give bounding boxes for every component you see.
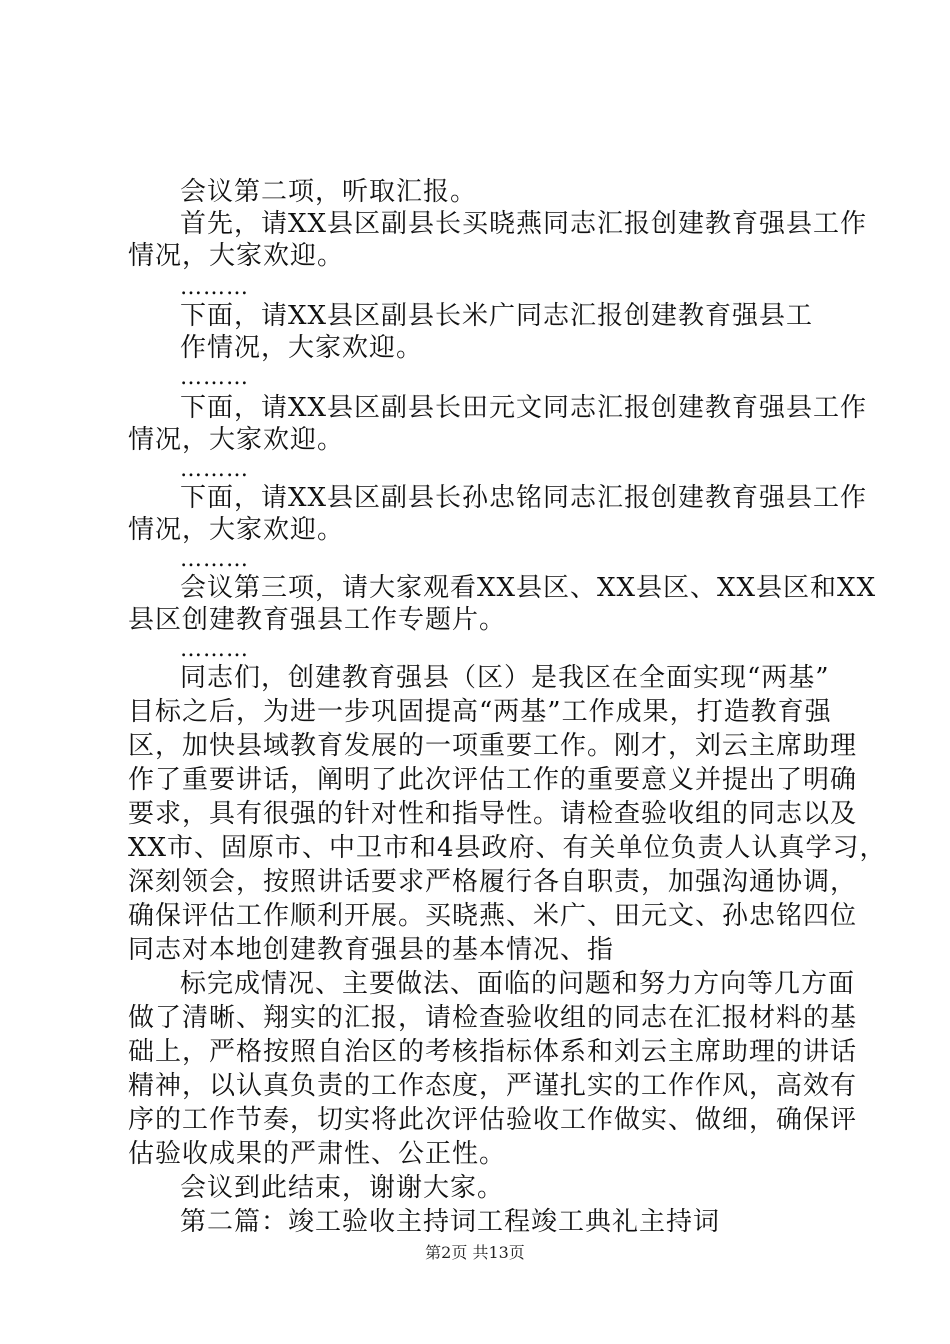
text-line: 础上，严格按照自治区的考核指标体系和刘云主席助理的讲话	[128, 1037, 858, 1067]
text-line: 序的工作节奏，切实将此次评估验收工作做实、做细，确保评	[128, 1105, 858, 1135]
text-line: 会议到此结束，谢谢大家。	[180, 1173, 505, 1203]
text-line: 目标之后，为进一步巩固提高“两基”工作成果，打造教育强	[128, 697, 832, 727]
text-line: 作情况，大家欢迎。	[180, 333, 424, 363]
section-heading: 第二篇：竣工验收主持词工程竣工典礼主持词	[180, 1207, 721, 1237]
text-line: 估验收成果的严肃性、公正性。	[128, 1139, 507, 1169]
text-line: 下面，请XX县区副县长田元文同志汇报创建教育强县工作	[180, 393, 868, 423]
text-line: 确保评估工作顺利开展。买晓燕、米广、田元文、孙忠铭四位	[128, 901, 858, 931]
text-line: 县区创建教育强县工作专题片。	[128, 605, 507, 635]
text-line: 深刻领会，按照讲话要求严格履行各自职责，加强沟通协调，	[128, 867, 858, 897]
ellipsis-line: ………	[180, 457, 249, 482]
text-line: 精神，以认真负责的工作态度，严谨扎实的工作作风，高效有	[128, 1071, 858, 1101]
text-line: 会议第三项，请大家观看XX县区、XX县区、XX县区和XX	[180, 573, 877, 603]
text-line: 作了重要讲话，阐明了此次评估工作的重要意义并提出了明确	[128, 765, 858, 795]
text-line: 情况，大家欢迎。	[128, 241, 345, 271]
text-line: 下面，请XX县区副县长米广同志汇报创建教育强县工	[180, 301, 814, 331]
text-line: 要求，具有很强的针对性和指导性。请检查验收组的同志以及	[128, 799, 858, 829]
text-line: XX市、固原市、中卫市和4县政府、有关单位负责人认真学习，	[128, 833, 887, 863]
text-line: 做了清晰、翔实的汇报，请检查验收组的同志在汇报材料的基	[128, 1003, 858, 1033]
text-line: 同志对本地创建教育强县的基本情况、指	[128, 935, 615, 965]
text-line: 标完成情况、主要做法、面临的问题和努力方向等几方面	[180, 969, 856, 999]
text-line: 同志们，创建教育强县（区）是我区在全面实现“两基”	[180, 663, 830, 693]
ellipsis-line: ………	[180, 275, 249, 300]
text-line: 情况，大家欢迎。	[128, 425, 345, 455]
text-line: 情况，大家欢迎。	[128, 515, 345, 545]
ellipsis-line: ………	[180, 365, 249, 390]
text-line: 首先，请XX县区副县长买晓燕同志汇报创建教育强县工作	[180, 209, 868, 239]
text-line: 会议第二项，听取汇报。	[180, 177, 478, 207]
page-number-footer: 第2页 共13页	[425, 1243, 525, 1262]
text-line: 下面，请XX县区副县长孙忠铭同志汇报创建教育强县工作	[180, 483, 868, 513]
ellipsis-line: ………	[180, 637, 249, 662]
ellipsis-line: ………	[180, 547, 249, 572]
text-line: 区，加快县域教育发展的一项重要工作。刚才，刘云主席助理	[128, 731, 858, 761]
